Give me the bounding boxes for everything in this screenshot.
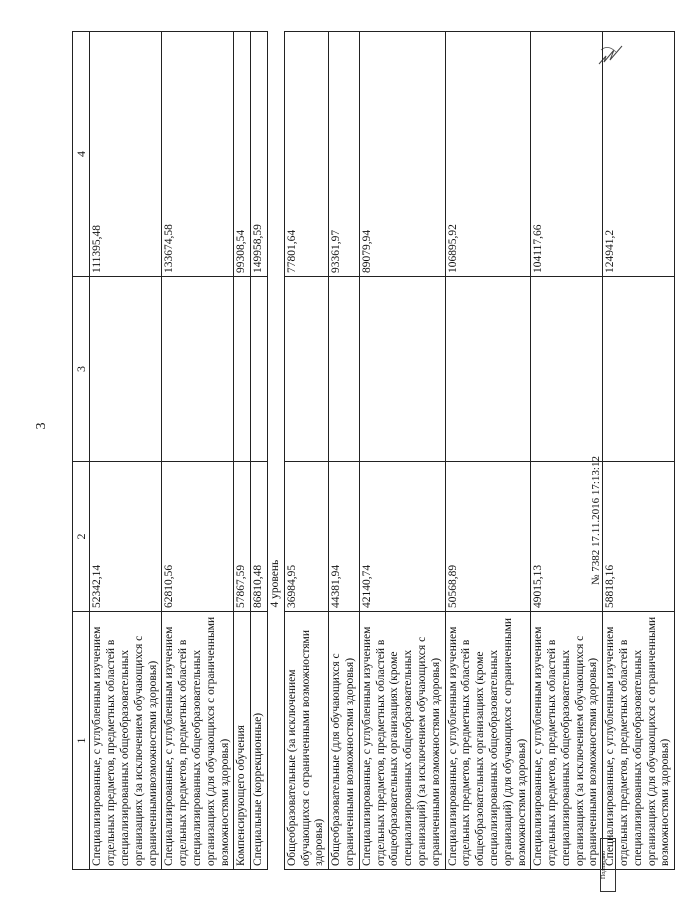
row-label: Специализированные, с углубленным изучением отдельных предметов, предметных областей в общеобразовательных организациях (кроме специализированных общеобразовательных организаций) (за исключением обучающихся с ограниченными возможностями здоровья) bbox=[359, 612, 445, 870]
header-cell-1: 1 bbox=[73, 612, 90, 870]
table-row bbox=[90, 32, 162, 870]
table-row bbox=[251, 32, 268, 870]
value-cell bbox=[359, 277, 445, 462]
row-label: Специализированные, с углубленным изучением отдельных предметов, предметных областей в специализированных общеобразовательных организациях (для обучающихся с ограниченными возможностями здоровья) bbox=[603, 612, 675, 870]
row-label: Компенсирующего обучения bbox=[234, 612, 251, 870]
value-cell bbox=[603, 277, 675, 462]
value-cell: 58818,16 bbox=[603, 462, 675, 612]
table-row bbox=[445, 32, 531, 870]
row-label: Специализированные, с углубленным изучением отдельных предметов, предметных областей в специализированных общеобразовательных организациях (за исключением обучающихся с ограниченными возможностями здоровья) bbox=[531, 612, 603, 870]
table-row bbox=[359, 32, 445, 870]
value-cell: 93361,97 bbox=[329, 32, 360, 277]
table-row bbox=[329, 32, 360, 870]
value-cell: 42140,74 bbox=[359, 462, 445, 612]
row-label: Специальные (коррекционные) bbox=[251, 612, 268, 870]
page-number: 3 bbox=[34, 422, 49, 430]
table-row bbox=[603, 32, 675, 870]
value-cell: 106895,92 bbox=[445, 32, 531, 277]
value-cell bbox=[162, 277, 234, 462]
table-row bbox=[162, 32, 234, 870]
value-cell: 44381,94 bbox=[329, 462, 360, 612]
document-stamp: № 7382 17.11.2016 17:13:12 bbox=[590, 456, 602, 585]
level-label: 4 уровень bbox=[267, 32, 284, 612]
value-cell: 89079,94 bbox=[359, 32, 445, 277]
header-cell-2: 2 bbox=[73, 462, 90, 612]
value-cell bbox=[329, 277, 360, 462]
table-row bbox=[531, 32, 603, 870]
level-row bbox=[267, 32, 284, 870]
row-label: Специализированные, с углубленным изучением отдельных предметов, предметных областей в специализированных общеобразовательных организациях (для обучающихся с ограниченными возможностями здоровья) bbox=[162, 612, 234, 870]
value-cell bbox=[251, 277, 268, 462]
table-row bbox=[234, 32, 251, 870]
header-cell-4: 4 bbox=[73, 32, 90, 277]
value-cell: 104117,66 bbox=[531, 32, 603, 277]
value-cell: 149958,59 bbox=[251, 32, 268, 277]
rotated-sheet bbox=[72, 32, 672, 870]
row-label: Специализированные, с углубленным изучением отдельных предметов, предметных областей в общеобразовательных организациях (кроме специализированных общеобразовательных организаций) (для обучающихся с ограниченными возможностями здоровья) bbox=[445, 612, 531, 870]
tariff-table bbox=[72, 31, 675, 870]
value-cell: 57867,59 bbox=[234, 462, 251, 612]
value-cell: 124941,2 bbox=[603, 32, 675, 277]
value-cell: 77801,64 bbox=[284, 32, 328, 277]
value-cell bbox=[90, 277, 162, 462]
value-cell bbox=[445, 277, 531, 462]
value-cell: 86810,48 bbox=[251, 462, 268, 612]
value-cell: 36984,95 bbox=[284, 462, 328, 612]
value-cell bbox=[531, 277, 603, 462]
header-row bbox=[73, 32, 90, 870]
value-cell: 99308,54 bbox=[234, 32, 251, 277]
table-row bbox=[284, 32, 328, 870]
value-cell: 111395,48 bbox=[90, 32, 162, 277]
value-cell bbox=[234, 277, 251, 462]
value-cell bbox=[284, 277, 328, 462]
value-cell: 62810,56 bbox=[162, 462, 234, 612]
row-label: Общеобразовательные (для обучающихся с ограниченными возможностями здоровья) bbox=[329, 612, 360, 870]
value-cell: 52342,14 bbox=[90, 462, 162, 612]
row-label: Общеобразовательные (за исключением обучающихся с ограниченными возможностями здоровья) bbox=[284, 612, 328, 870]
value-cell: 49015,13 bbox=[531, 462, 603, 612]
signature-logo: Подписано bbox=[600, 838, 616, 892]
value-cell: 133674,58 bbox=[162, 32, 234, 277]
header-cell-3: 3 bbox=[73, 277, 90, 462]
row-label: Специализированные, с углубленным изучением отдельных предметов, предметных областей в специализированных общеобразовательных организациях (за исключением обучающихся с ограниченнымивозможностями здоровья) bbox=[90, 612, 162, 870]
value-cell: 50568,89 bbox=[445, 462, 531, 612]
